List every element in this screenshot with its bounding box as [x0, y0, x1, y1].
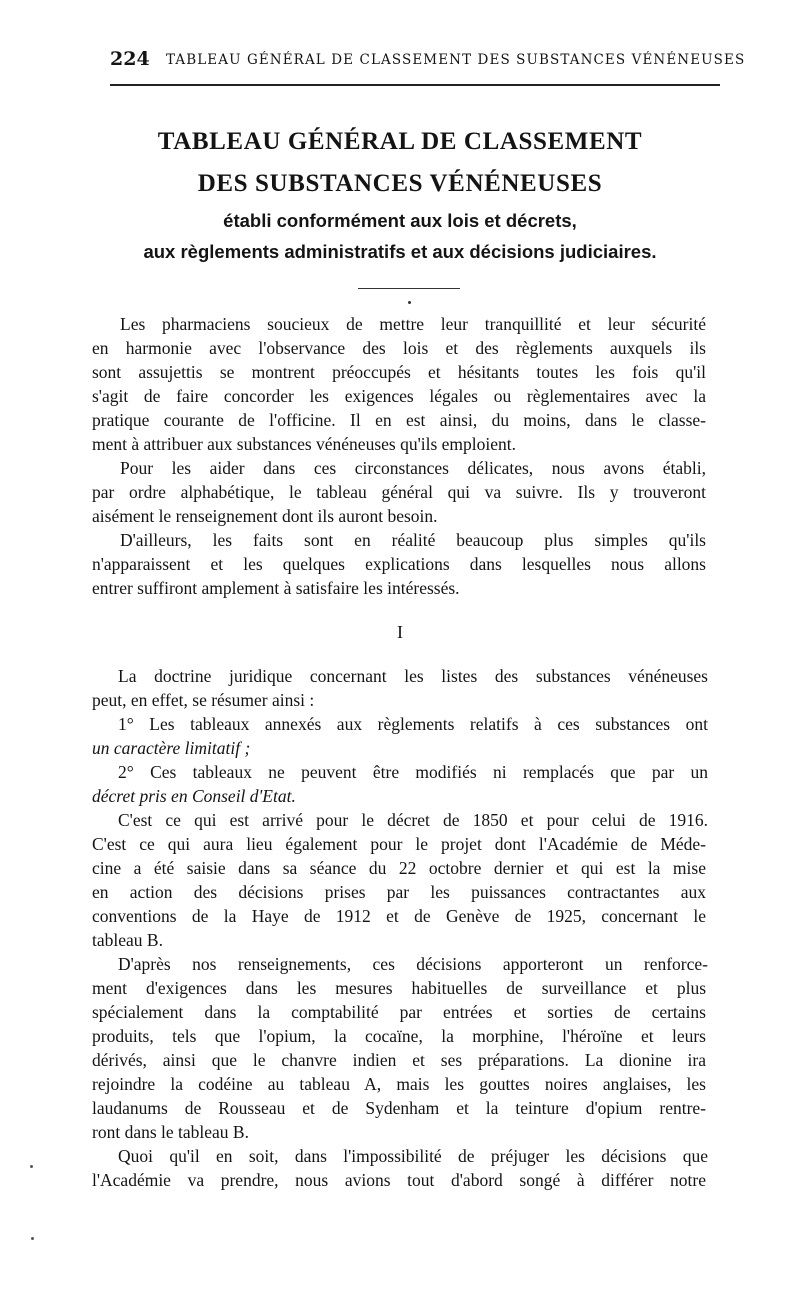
text-line: conventions de la Haye de 1912 et de Genève de 1925, concernant le — [92, 906, 706, 926]
text-line: par ordre alphabétique, le tableau général qui va suivre. Ils y trouveront — [92, 482, 706, 502]
text-line: en harmonie avec l'observance des lois et des règlements auxquels ils — [92, 338, 706, 358]
text-line: cine a été saisie dans sa séance du 22 octobre dernier et qui est la mise — [92, 858, 706, 878]
subtitle-line-2: aux règlements administratifs et aux décisions judiciaires. — [143, 241, 657, 262]
text-line: ment d'exigences dans les mesures habituelles de surveillance et plus — [92, 978, 706, 998]
text-line: un caractère limitatif ; — [92, 738, 251, 758]
margin-speck — [30, 1165, 33, 1168]
text-line: 1° Les tableaux annexés aux règlements relatifs à ces substances ont — [118, 714, 708, 734]
text-line: Les pharmaciens soucieux de mettre leur tranquillité et leur sécurité — [120, 314, 706, 334]
text-line: C'est ce qui aura lieu également pour le projet dont l'Académie de Méde- — [92, 834, 706, 854]
text-line: l'Académie va prendre, nous avions tout d'abord songé à différer notre — [92, 1170, 706, 1190]
text-line: peut, en effet, se résumer ainsi : — [92, 690, 315, 710]
text-line: tableau B. — [92, 930, 163, 950]
text-line: entrer suffiront amplement à satisfaire les intéressés. — [92, 578, 460, 598]
text-line: décret pris en Conseil d'Etat. — [92, 786, 296, 806]
text-line: aisément le renseignement dont ils auront besoin. — [92, 506, 438, 526]
page-number: 224 — [110, 48, 150, 70]
text-line: C'est ce qui est arrivé pour le décret de 1850 et pour celui de 1916. — [118, 810, 708, 830]
section-number: I — [397, 622, 403, 642]
main-title-line-1: TABLEAU GÉNÉRAL DE CLASSEMENT — [157, 128, 643, 155]
main-title-line-2: DES SUBSTANCES VÉNÉNEUSES — [197, 170, 603, 197]
text-line: laudanums de Rousseau et de Sydenham et la teinture d'opium rentre- — [92, 1098, 706, 1118]
text-line: s'agit de faire concorder les exigences légales ou règlementaires avec la — [92, 386, 706, 406]
text-line: n'apparaissent et les quelques explications dans lesquelles nous allons — [92, 554, 706, 574]
text-line: rejoindre la codéine au tableau A, mais les gouttes noires anglaises, les — [92, 1074, 706, 1094]
text-line: pratique courante de l'officine. Il en est ainsi, du moins, dans le classe- — [92, 410, 706, 430]
text-line: dérivés, ainsi que le chanvre indien et ses préparations. La dionine ira — [92, 1050, 706, 1070]
text-line: spécialement dans la comptabilité par entrées et sorties de certains — [92, 1002, 706, 1022]
text-line: produits, tels que l'opium, la cocaïne, la morphine, l'héroïne et leurs — [92, 1026, 706, 1046]
text-line: Quoi qu'il en soit, dans l'impossibilité de préjuger les décisions que — [118, 1146, 708, 1166]
text-line: sont assujettis se montrent préoccupés et hésitants toutes les fois qu'il — [92, 362, 706, 382]
text-line: D'après nos renseignements, ces décisions apporteront un renforce- — [118, 954, 708, 974]
text-line: ment à attribuer aux substances vénéneuses qu'ils emploient. — [92, 434, 517, 454]
text-line: en action des décisions prises par les puissances contractantes aux — [92, 882, 706, 902]
running-head — [110, 48, 746, 76]
running-title: TABLEAU GÉNÉRAL DE CLASSEMENT DES SUBSTANCES VÉNÉNEUSES — [166, 52, 746, 68]
text-line: D'ailleurs, les faits sont en réalité beaucoup plus simples qu'ils — [120, 530, 706, 550]
text-line: La doctrine juridique concernant les listes des substances vénéneuses — [118, 666, 708, 686]
text-line: 2° Ces tableaux ne peuvent être modifiés ni remplacés que par un — [118, 762, 708, 782]
text-line: ront dans le tableau B. — [92, 1122, 249, 1142]
header-rule — [110, 84, 720, 86]
text-line: Pour les aider dans ces circonstances délicates, nous avons établi, — [120, 458, 706, 478]
margin-speck — [31, 1237, 34, 1240]
subtitle-line-1: établi conformément aux lois et décrets, — [223, 210, 577, 231]
title-rule — [358, 288, 460, 289]
ornament-dot — [408, 301, 411, 304]
